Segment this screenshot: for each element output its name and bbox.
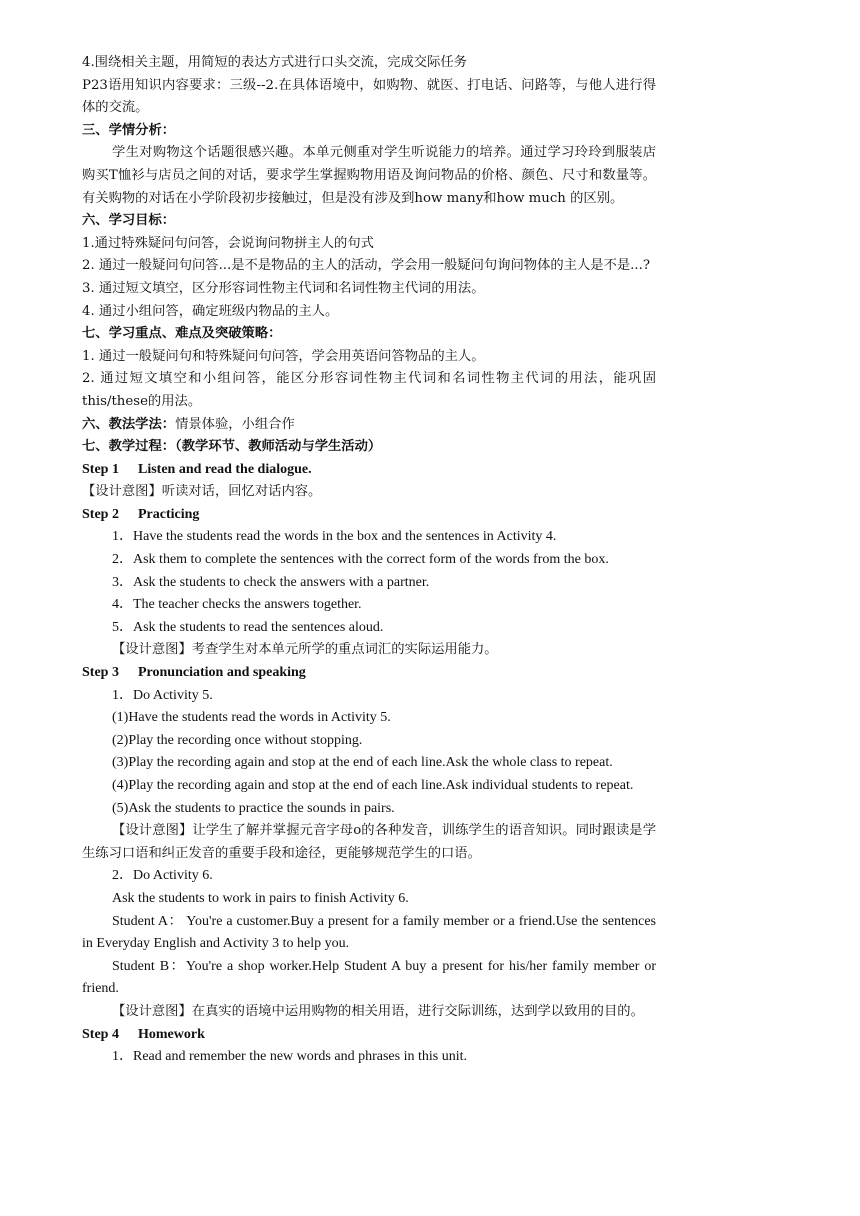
student-a-role: Student A： You're a customer.Buy a present for a family member or a friend.Use the sentences in Everyday English and Activity 3 to help you. <box>82 913 656 952</box>
step-2-item: 5．Ask the students to read the sentences aloud. <box>112 619 384 635</box>
heading-student-analysis: 三、学情分析： <box>82 122 176 138</box>
heading-teaching-process: 七、教学过程：（教学环节、教师活动与学生活动） <box>82 439 382 455</box>
goal-2: 2. 通过一般疑问句问答...是不是物品的主人的活动，学会用一般疑问句询问物体的主人是不是...? <box>82 258 650 274</box>
step-2-title: Practicing <box>138 506 200 522</box>
step-3-activity-6: 2．Do Activity 6. <box>112 868 213 884</box>
step-4-heading <box>82 1024 656 1047</box>
document-page <box>82 52 656 1069</box>
step-3-number: Step 3 <box>82 665 119 681</box>
heading-key-points: 七、学习重点、难点及突破策略： <box>82 326 282 342</box>
teaching-method-text: 情景体验，小组合作 <box>175 416 295 432</box>
step-3-intent-2: 【设计意图】在真实的语境中运用购物的相关用语，进行交际训练，达到学以致用的目的。 <box>112 1003 644 1019</box>
step-3-title: Pronunciation and speaking <box>138 665 306 681</box>
step-3-substep-3: (3)Play the recording again and stop at the end of each line.Ask the whole class to repeat. <box>112 755 613 771</box>
step-4-title: Homework <box>138 1026 205 1042</box>
key-point-1: 1. 通过一般疑问句和特殊疑问句问答，学会用英语问答物品的主人。 <box>82 348 485 364</box>
step-3-substep-4: (4)Play the recording again and stop at the end of each line.Ask individual students to repeat. <box>112 778 634 793</box>
step-2-intent: 【设计意图】考查学生对本单元所学的重点词汇的实际运用能力。 <box>112 642 498 658</box>
step-1-title: Listen and read the dialogue. <box>138 461 312 477</box>
step-3-substep-2: (2)Play the recording once without stopping. <box>112 732 363 748</box>
step-2-heading <box>82 504 656 527</box>
goal-1: 1.通过特殊疑问句问答，会说询问物拼主人的句式 <box>82 235 374 251</box>
step-1-number: Step 1 <box>82 461 119 477</box>
heading-learning-goals: 六、学习目标： <box>82 213 176 229</box>
step-2-item: 1．Have the students read the words in the box and the sentences in Activity 4. <box>112 529 557 545</box>
step-3-heading <box>82 662 656 685</box>
requirement-line-4: 4.围绕相关主题，用简短的表达方式进行口头交流，完成交际任务 <box>82 55 467 70</box>
step-2-item: 4．The teacher checks the answers together. <box>112 597 362 613</box>
goal-4: 4. 通过小组问答，确定班级内物品的主人。 <box>82 303 339 319</box>
step-1-intent: 【设计意图】听读对话，回忆对话内容。 <box>82 484 322 500</box>
teaching-method-line <box>82 414 656 437</box>
step-3-substep-5: (5)Ask the students to practice the sounds in pairs. <box>112 800 395 816</box>
homework-item-1: 1．Read and remember the new words and phrases in this unit. <box>112 1049 467 1065</box>
step-2-number: Step 2 <box>82 506 119 522</box>
step-3-intent-1: 【设计意图】让学生了解并掌握元音字母o的各种发音，训练学生的语音知识。同时跟读是学生练习口语和纠正发音的重要手段和途径，更能够规范学生的口语。 <box>82 823 656 861</box>
goal-3: 3. 通过短文填空，区分形容词性物主代词和名词性物主代词的用法。 <box>82 280 485 296</box>
pragmatic-knowledge-line: P23语用知识内容要求：三级--2.在具体语境中，如购物、就医、打电话、问路等，与他人进行得体的交流。 <box>82 77 656 116</box>
student-b-role: Student B：You're a shop worker.Help Student A buy a present for his/her family member or friend. <box>82 958 656 997</box>
student-analysis-paragraph: 学生对购物这个话题很感兴趣。本单元侧重对学生听说能力的培养。通过学习玲玲到服装店购买T恤衫与店员之间的对话，要求学生掌握购物用语及询问物品的价格、颜色、尺寸和数量等。有关购物的对话在小学阶段初步接触过，但是没有涉及到how many和how much 的区别。 <box>82 145 656 206</box>
step-1-heading <box>82 459 656 482</box>
key-point-2: 2. 通过短文填空和小组问答，能区分形容词性物主代词和名词性物主代词的用法，能巩固this/these的用法。 <box>82 371 656 409</box>
step-3-substep-1: (1)Have the students read the words in Activity 5. <box>112 710 391 726</box>
step-2-item: 3．Ask the students to check the answers with a partner. <box>112 574 430 590</box>
teaching-method-label: 六、教法学法： <box>82 416 176 432</box>
step-4-number: Step 4 <box>82 1026 119 1042</box>
step-3-pairs-instruction: Ask the students to work in pairs to finish Activity 6. <box>112 890 409 906</box>
step-3-activity-5: 1．Do Activity 5. <box>112 687 213 703</box>
step-2-item: 2．Ask them to complete the sentences with the correct form of the words from the box. <box>112 552 609 568</box>
